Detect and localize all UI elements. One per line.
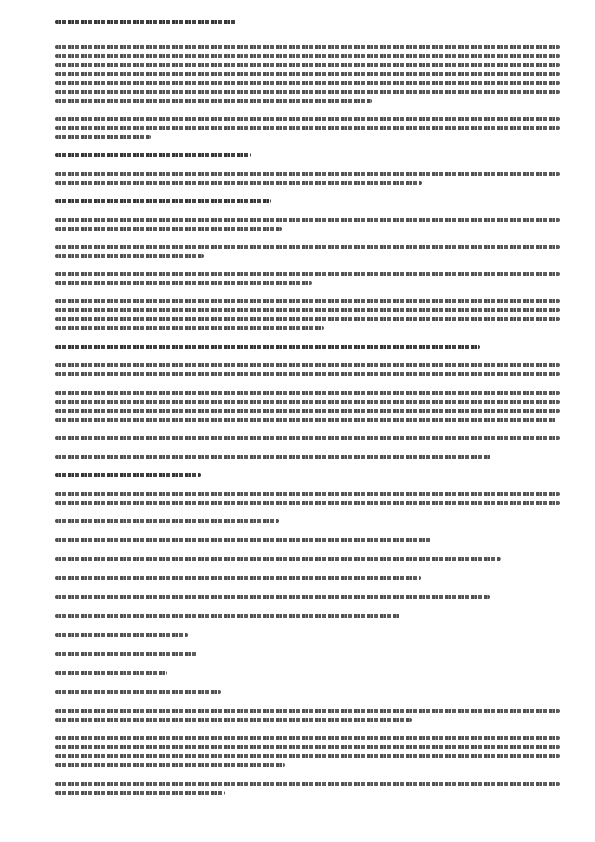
paragraph-line [55, 299, 560, 303]
subsection-heading [55, 345, 480, 349]
section-heading [55, 473, 201, 477]
list-item-line [55, 538, 432, 542]
list-item-line [55, 671, 167, 675]
paragraph-line [55, 436, 560, 440]
paragraph-line [55, 126, 560, 130]
list-item-line [55, 595, 490, 599]
paragraph-line [55, 718, 412, 722]
text-column [55, 19, 560, 824]
paragraph-line [55, 172, 560, 176]
list-item-line [55, 652, 197, 656]
paragraph-line [55, 791, 225, 795]
paragraph-line [55, 218, 560, 222]
paragraph-line [55, 326, 324, 330]
subsection-heading [55, 153, 251, 157]
paragraph-line [55, 317, 560, 321]
paragraph-line [55, 709, 560, 713]
subsection-heading [55, 199, 271, 203]
list-item-line [55, 690, 221, 694]
paragraph-line [55, 492, 560, 496]
paragraph-line [55, 391, 560, 395]
paragraph-line [55, 181, 422, 185]
paragraph-line [55, 418, 556, 422]
paragraph-line [55, 400, 560, 404]
paragraph-line [55, 99, 372, 103]
list-item-line [55, 557, 501, 561]
paragraph-line [55, 782, 560, 786]
paragraph-line [55, 117, 560, 121]
paragraph-line [55, 245, 560, 249]
paragraph-line [55, 754, 560, 758]
paragraph-line [55, 281, 312, 285]
paragraph-line [55, 745, 560, 749]
paragraph-line [55, 372, 560, 376]
paragraph-line [55, 519, 279, 523]
section-heading [55, 20, 237, 24]
paragraph-line [55, 409, 560, 413]
paragraph-line [55, 54, 560, 58]
paragraph-line [55, 90, 560, 94]
paragraph-line [55, 63, 560, 67]
paragraph-line [55, 135, 151, 139]
paragraph-line [55, 227, 282, 231]
paragraph-line [55, 272, 560, 276]
paragraph-line [55, 45, 560, 49]
paragraph-line [55, 501, 560, 505]
paragraph-line [55, 363, 560, 367]
paragraph-line [55, 72, 560, 76]
paragraph-line [55, 763, 285, 767]
paragraph-line [55, 736, 560, 740]
paragraph-line [55, 254, 204, 258]
paragraph-line [55, 614, 400, 618]
paragraph-line [55, 308, 560, 312]
list-item-line [55, 576, 421, 580]
paragraph-line [55, 81, 560, 85]
paragraph-line [55, 455, 491, 459]
list-item-line [55, 633, 188, 637]
